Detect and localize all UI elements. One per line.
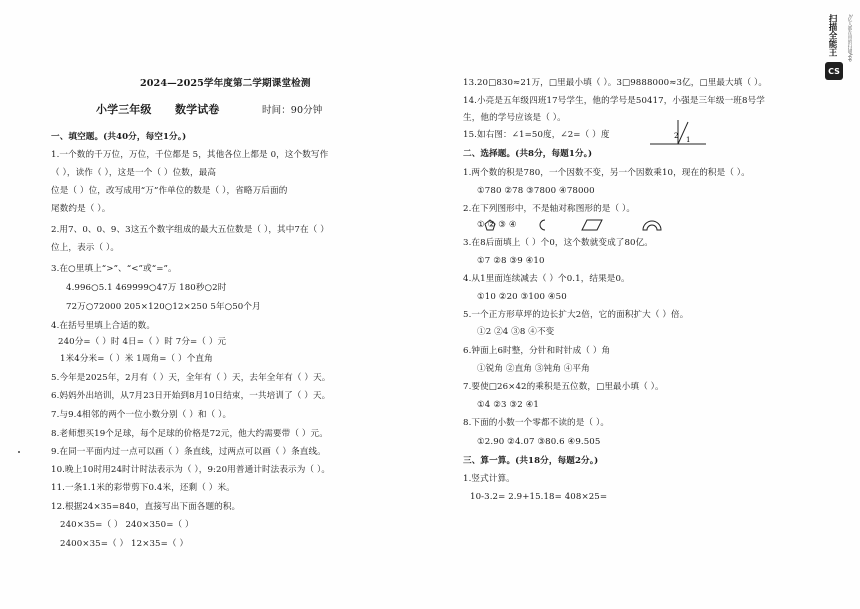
- pentagon-shape: [484, 219, 496, 231]
- right-line-23: 10-3.2= 2.9+15.18= 408×25=: [470, 492, 608, 502]
- right-line-4: 二、选择题。(共8分，每题1分。): [463, 149, 593, 159]
- right-line-13: 5.一个正方形草坪的边长扩大2倍，它的面积扩大（ ）倍。: [463, 310, 689, 320]
- right-line-22: 1.竖式计算。: [463, 474, 515, 484]
- left-line-19: 11.一条1.1米的彩带剪下0.4米，还剩（ ）米。: [51, 483, 235, 493]
- left-line-10: 4.在括号里填上合适的数。: [51, 321, 156, 331]
- right-line-15: 6.钟面上6时整，分针和时针成（ ）角: [463, 346, 611, 356]
- right-line-0: 13.20□830≈21万，□里最小填（ ）。3□9888000≈3亿，□里最大填（ ）。: [463, 78, 768, 88]
- right-line-5: 1.两个数的积是780，一个因数不变，另一个因数乘10，现在的积是（ ）。: [463, 168, 750, 178]
- left-line-4: 尾数约是（ ）。: [51, 204, 111, 214]
- right-line-11: 4.从1里面连续减去（ ）个0.1，结果是0。: [463, 274, 630, 284]
- watermark-name: 扫描全能王: [827, 14, 837, 57]
- angle-2-label: 2: [674, 132, 679, 140]
- left-line-13: 5.今年是2025年，2月有（ ）天，全年有（ ）天，去年全年有（ ）天。: [51, 373, 331, 383]
- right-line-16: ①锐角 ②直角 ③钝角 ④平角: [477, 364, 590, 374]
- left-line-21: 240×35=（ ） 240×350=（ ）: [60, 520, 194, 530]
- right-line-14: ①2 ②4 ③8 ④不变: [477, 327, 555, 337]
- left-line-15: 7.与9.4相邻的两个一位小数分别（ ）和（ ）。: [51, 410, 232, 420]
- right-line-7: 2.在下列图形中，不是轴对称图形的是（ ）。: [463, 204, 636, 214]
- left-line-7: 3.在○里填上“>”、“<”或“=”。: [51, 264, 177, 274]
- right-line-19: 8.下面的小数一个零都不读的是（ ）。: [463, 418, 610, 428]
- arch-shape: [641, 218, 663, 232]
- angle-figure: [648, 118, 708, 148]
- left-line-14: 6.妈妈外出培训，从7月23日开始到8月10日结束，一共培训了（ ）天。: [51, 391, 331, 401]
- time-label: 时间：90分钟: [262, 105, 323, 116]
- watermark-slogan: 3亿人都在用的扫描App: [847, 14, 852, 62]
- left-line-20: 12.根据24×35=840，直接写出下面各题的积。: [51, 502, 241, 512]
- right-line-17: 7.要使□26×42的乘积是五位数，□里最小填（ ）。: [463, 382, 664, 392]
- right-line-2: 生，他的学号应该是（ ）。: [463, 113, 566, 123]
- left-line-9: 72万○72000 205×120○12×250 5年○50个月: [66, 302, 261, 312]
- left-line-11: 240分=（ ）时 4日=（ ）时 7分=（ ）元: [58, 337, 227, 347]
- left-line-12: 1米4分米=（ ）米 1周角=（ ）个直角: [60, 354, 213, 364]
- right-line-9: 3.在8后面填上（ ）个0，这个数就变成了80亿。: [463, 238, 653, 248]
- watermark-logo-icon: CS: [825, 62, 843, 80]
- left-line-3: 位是（ ）位，改写成用“万”作单位的数是（ ），省略万后面的: [51, 186, 288, 196]
- left-line-18: 10.晚上10时用24时计时法表示为（ ），9:20用普通计时法表示为（ ）。: [51, 465, 331, 475]
- left-line-8: 4.996○5.1 469999○47万 180秒○2时: [66, 283, 227, 293]
- right-line-3: 15.如右图：∠1=50度，∠2=（ ）度: [463, 130, 610, 140]
- right-line-6: ①780 ②78 ③7800 ④78000: [477, 186, 595, 196]
- right-line-8: ① ② ③ ④: [477, 220, 517, 230]
- left-line-6: 位上，表示（ ）。: [51, 243, 120, 253]
- right-line-1: 14.小亮是五年级四班17号学生，他的学号是50417，小强是三年级一班8号学: [463, 96, 765, 106]
- parallelogram-shape: [581, 219, 603, 231]
- grade-label: 小学三年级: [96, 103, 152, 116]
- subject-label: 数学试卷: [175, 103, 220, 116]
- left-line-16: 8.老师想买19个足球，每个足球的价格是72元，他大约需要带（ ）元。: [51, 429, 328, 439]
- exam-title: 2024—2025学年度第二学期课堂检测: [140, 78, 311, 89]
- left-line-1: 1.一个数的千万位，万位，千位都是 5，其他各位上都是 0，这个数写作: [51, 150, 329, 160]
- right-line-18: ①4 ②3 ③2 ④1: [477, 400, 539, 410]
- left-line-5: 2.用7、0、0、9、3这五个数字组成的最大五位数是（ ），其中7在（ ）: [51, 225, 329, 235]
- angle-1-label: 1: [686, 136, 691, 144]
- scan-speck: [18, 451, 20, 453]
- left-line-17: 9.在同一平面内过一点可以画（ ）条直线，过两点可以画（ ）条直线。: [51, 447, 326, 457]
- right-line-21: 三、算一算。(共18分，每题2分。): [463, 456, 599, 466]
- crescent-shape: [537, 219, 549, 231]
- right-line-10: ①7 ②8 ③9 ④10: [477, 256, 545, 266]
- left-line-2: （ ），读作（ ），这是一个（ ）位数，最高: [51, 168, 217, 178]
- left-line-0: 一、填空题。(共40分，每空1分。): [51, 132, 187, 142]
- left-line-22: 2400×35=（ ） 12×35=（ ）: [60, 539, 189, 549]
- right-line-12: ①10 ②20 ③100 ④50: [477, 292, 567, 302]
- right-line-20: ①2.90 ②4.07 ③80.6 ④9.505: [477, 437, 601, 447]
